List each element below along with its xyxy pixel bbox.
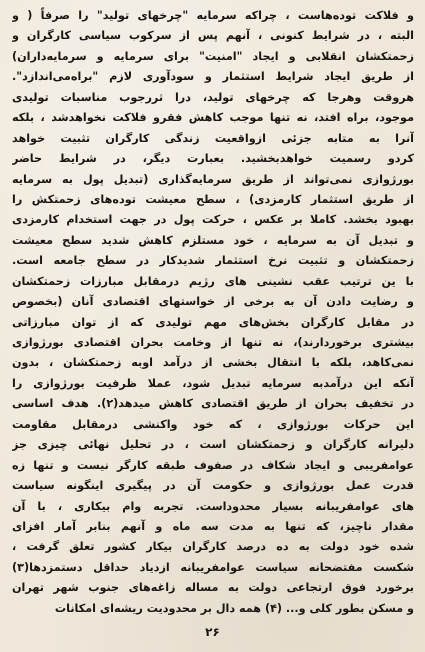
text-line-13: زحمتکشان و تثبیت نرخ استثمار شدیدکار در سطح جامعه است.: [12, 254, 414, 268]
text-line-7: آنرا به متابه جزئی ازواقعیت زندگی کارگران تثبیت خواهد: [12, 131, 414, 145]
text-line-26: مقدار ناچیز، که تنها به مدت سه ماه و آنهم بنابر آمار افزای: [12, 519, 414, 533]
text-line-22: دلیرانه کارگران و زحمتکشان است ، در تحلیل نهائی چیزی جز: [12, 438, 414, 452]
text-line-14: با ین ترتیب عقب نشینی های رژیم درمقابل مبارزات زحمتکشان: [12, 274, 414, 288]
text-line-1: و فلاکت توده‌هاست ، چراکه سرمایه "چرخهای تولید" را صرفاً ( و: [12, 9, 414, 22]
text-line-16: در مقابل کارگران بخش‌های مهم تولیدی که از توان مبارزاتی: [12, 315, 414, 329]
text-line-20: در تخفیف بحران از طریق اقتصادی کاهش میدهد(۲). هدف اساسی: [12, 397, 414, 411]
text-line-25: های عوامفریبانه بسیار محدوداست. تجربه وام بیکاری ، با آن: [12, 499, 414, 513]
text-line-21: این حرکات بورژوازی ، که خود واکنشی درمقابل مقاومت: [12, 417, 414, 431]
text-line-10: از طریق استثمار کارمزدی) ، سطح معیشت توده‌های زحمتکش را: [12, 192, 414, 206]
text-line-28: شکست مفتضحانه سیاست عوامفریبانه ازدیاد حداقل دستمزدها(۳): [12, 560, 414, 574]
text-line-27: شده خود دولت به ده درصد کارگران بیکار کشور تعلق گرفت ،: [12, 540, 414, 554]
text-line-15: و رضایت دادن آن به برخی از خواستهای اقتصادی آنان (بخصوص: [12, 295, 414, 309]
text-line-17: بیشتری برخوردارند)، نه تنها از وخامت بحران اقتصادی بورژوازی: [12, 336, 414, 349]
text-line-5: هروقت وهرجا که چرخهای تولید، درا ثررجوب مناسبات تولیدی: [12, 90, 414, 104]
text-line-19: آنکه این درآمدبه سرمایه تبدیل شود، عملا ظرفیت بورژوازی را: [12, 376, 414, 390]
text-line-18: نمی‌کاهد، بلکه با انتقال بخشی از درآمد اوبه زحمتکشان ، بدون: [12, 356, 414, 370]
text-line-6: موجود، براه افتد، نه تنها موجب کاهش فقرو فلاکت نخواهدشد ، بلکه: [12, 111, 414, 125]
text-line-8: کردو رسمیت خواهدبخشید. بعبارت دیگر، در شرایط حاضر: [12, 152, 414, 166]
text-line-9: بورژوازی نمی‌تواند از طریق سرمایه‌گذاری (تبدیل پول به سرمایه: [12, 172, 414, 186]
text-line-2: البته ، در شرایط کنونی ، آنهم پس از سرکوب سیاسی کارگران و: [12, 29, 414, 43]
text-line-30: و مسکن بطور کلی و... (۴) همه دال بر محدودیت ریشه‌ای امکانات: [54, 601, 414, 615]
text-line-3: زحمتکشان انقلابی و ایجاد "امنیت" برای سرمایه و سرمایه‌داران): [12, 49, 414, 63]
text-line-29: برخورد فوق ارتجاعی دولت به مساله زاغه‌های جنوب شهر تهران: [12, 581, 414, 595]
body-text: [12, 6, 414, 619]
page-number: ۲۶: [205, 625, 220, 639]
text-line-4: از طریق ایجاد شرایط استثمار و سودآوری لازم "براه‌می‌اندازد".: [12, 70, 414, 84]
text-line-24: قدرت عمل بورژوازی و حکومت آن در پیگیری اینگونه سیاست: [12, 479, 414, 493]
text-line-23: عوامفریبی و ایجاد شکاف در صفوف طبقه کارگر نیست و تنها زه: [12, 458, 414, 472]
text-line-12: و تبدیل آن به سرمایه ، خود مستلزم کاهش شدید سطح معیشت: [12, 233, 414, 247]
text-line-11: بهبود بخشد. کاملا بر عکس ، حرکت پول در جهت استخدام کارمزدی: [12, 213, 414, 227]
